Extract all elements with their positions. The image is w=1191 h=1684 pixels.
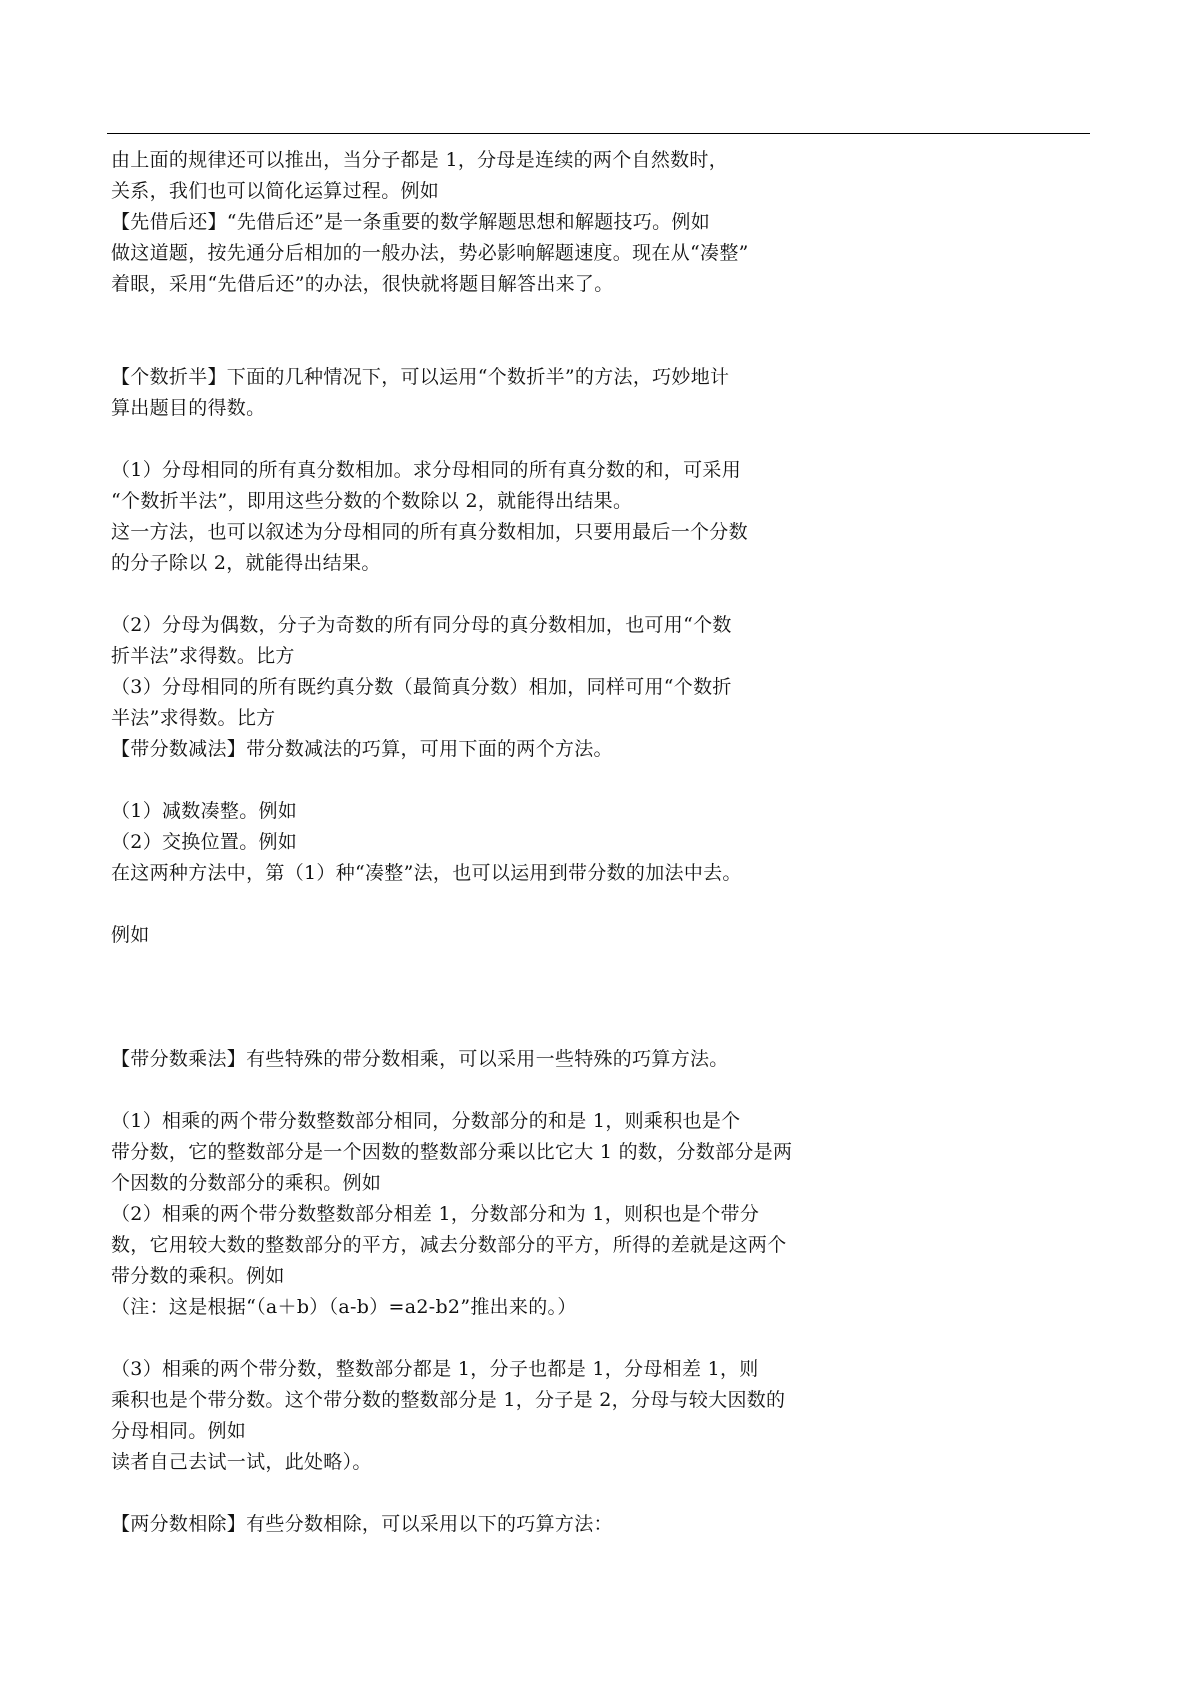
paragraph-line: （1）减数凑整。例如	[111, 800, 298, 822]
paragraph-line: 半法”求得数。比方	[111, 707, 276, 729]
paragraph-line: 个因数的分数部分的乘积。例如	[111, 1172, 382, 1194]
paragraph-line: 做这道题，按先通分后相加的一般办法，势必影响解题速度。现在从“凑整”	[111, 242, 749, 264]
header-rule	[107, 133, 1090, 134]
paragraph-line: （2）交换位置。例如	[111, 831, 298, 853]
paragraph-line: 折半法”求得数。比方	[111, 645, 295, 667]
paragraph-line: （2）分母为偶数，分子为奇数的所有同分母的真分数相加，也可用“个数	[111, 614, 732, 636]
paragraph-line: 带分数，它的整数部分是一个因数的整数部分乘以比它大 1 的数，分数部分是两	[111, 1141, 793, 1163]
blank-line	[111, 765, 1071, 796]
paragraph-line: 在这两种方法中，第（1）种“凑整”法，也可以运用到带分数的加法中去。	[111, 862, 742, 884]
paragraph-line: （3）相乘的两个带分数，整数部分都是 1，分子也都是 1，分母相差 1，则	[111, 1358, 759, 1380]
blank-line	[111, 1013, 1071, 1044]
paragraph-line: （3）分母相同的所有既约真分数（最简真分数）相加，同样可用“个数折	[111, 676, 732, 698]
blank-line	[111, 1075, 1071, 1106]
paragraph-line: 分母相同。例如	[111, 1420, 247, 1442]
paragraph-line: 关系，我们也可以简化运算过程。例如	[111, 180, 440, 202]
blank-line	[111, 300, 1071, 331]
blank-line	[111, 982, 1071, 1013]
blank-line	[111, 1323, 1071, 1354]
body-text	[111, 145, 1071, 1540]
paragraph-line: 读者自己去试一试，此处略）。	[111, 1451, 372, 1473]
blank-line	[111, 331, 1071, 362]
paragraph-line: 带分数的乘积。例如	[111, 1265, 285, 1287]
paragraph-line: 乘积也是个带分数。这个带分数的整数部分是 1，分子是 2，分母与较大因数的	[111, 1389, 786, 1411]
paragraph-line: 这一方法，也可以叙述为分母相同的所有真分数相加，只要用最后一个分数	[111, 521, 748, 543]
paragraph-line: 由上面的规律还可以推出，当分子都是 1，分母是连续的两个自然数时，	[111, 149, 729, 171]
section-heading-line: 【带分数减法】带分数减法的巧算，可用下面的两个方法。	[111, 738, 613, 760]
paragraph-line: 着眼，采用“先借后还”的办法，很快就将题目解答出来了。	[111, 273, 614, 295]
paragraph-line: 的分子除以 2，就能得出结果。	[111, 552, 381, 574]
paragraph-line: （1）分母相同的所有真分数相加。求分母相同的所有真分数的和，可采用	[111, 459, 741, 481]
paragraph-line: 数，它用较大数的整数部分的平方，减去分数部分的平方，所得的差就是这两个	[111, 1234, 787, 1256]
blank-line	[111, 579, 1071, 610]
section-heading-line: 【带分数乘法】有些特殊的带分数相乘，可以采用一些特殊的巧算方法。	[111, 1048, 729, 1070]
note-line: （注：这是根据“（a＋b）（a-b）=a2-b2”推出来的。）	[111, 1296, 577, 1318]
paragraph-line: （2）相乘的两个带分数整数部分相差 1，分数部分和为 1，则积也是个带分	[111, 1203, 760, 1225]
paragraph-line: （1）相乘的两个带分数整数部分相同，分数部分的和是 1，则乘积也是个	[111, 1110, 741, 1132]
section-heading-line: 【两分数相除】有些分数相除，可以采用以下的巧算方法：	[111, 1513, 613, 1535]
blank-line	[111, 424, 1071, 455]
blank-line	[111, 951, 1071, 982]
section-heading-line: 【个数折半】下面的几种情况下，可以运用“个数折半”的方法，巧妙地计	[111, 366, 730, 388]
paragraph-line: 算出题目的得数。	[111, 397, 266, 419]
blank-line	[111, 1478, 1071, 1509]
blank-line	[111, 889, 1071, 920]
section-heading-line: 【先借后还】“先借后还”是一条重要的数学解题思想和解题技巧。例如	[111, 211, 711, 233]
paragraph-line: “个数折半法”，即用这些分数的个数除以 2，就能得出结果。	[111, 490, 633, 512]
paragraph-line: 例如	[111, 924, 150, 946]
